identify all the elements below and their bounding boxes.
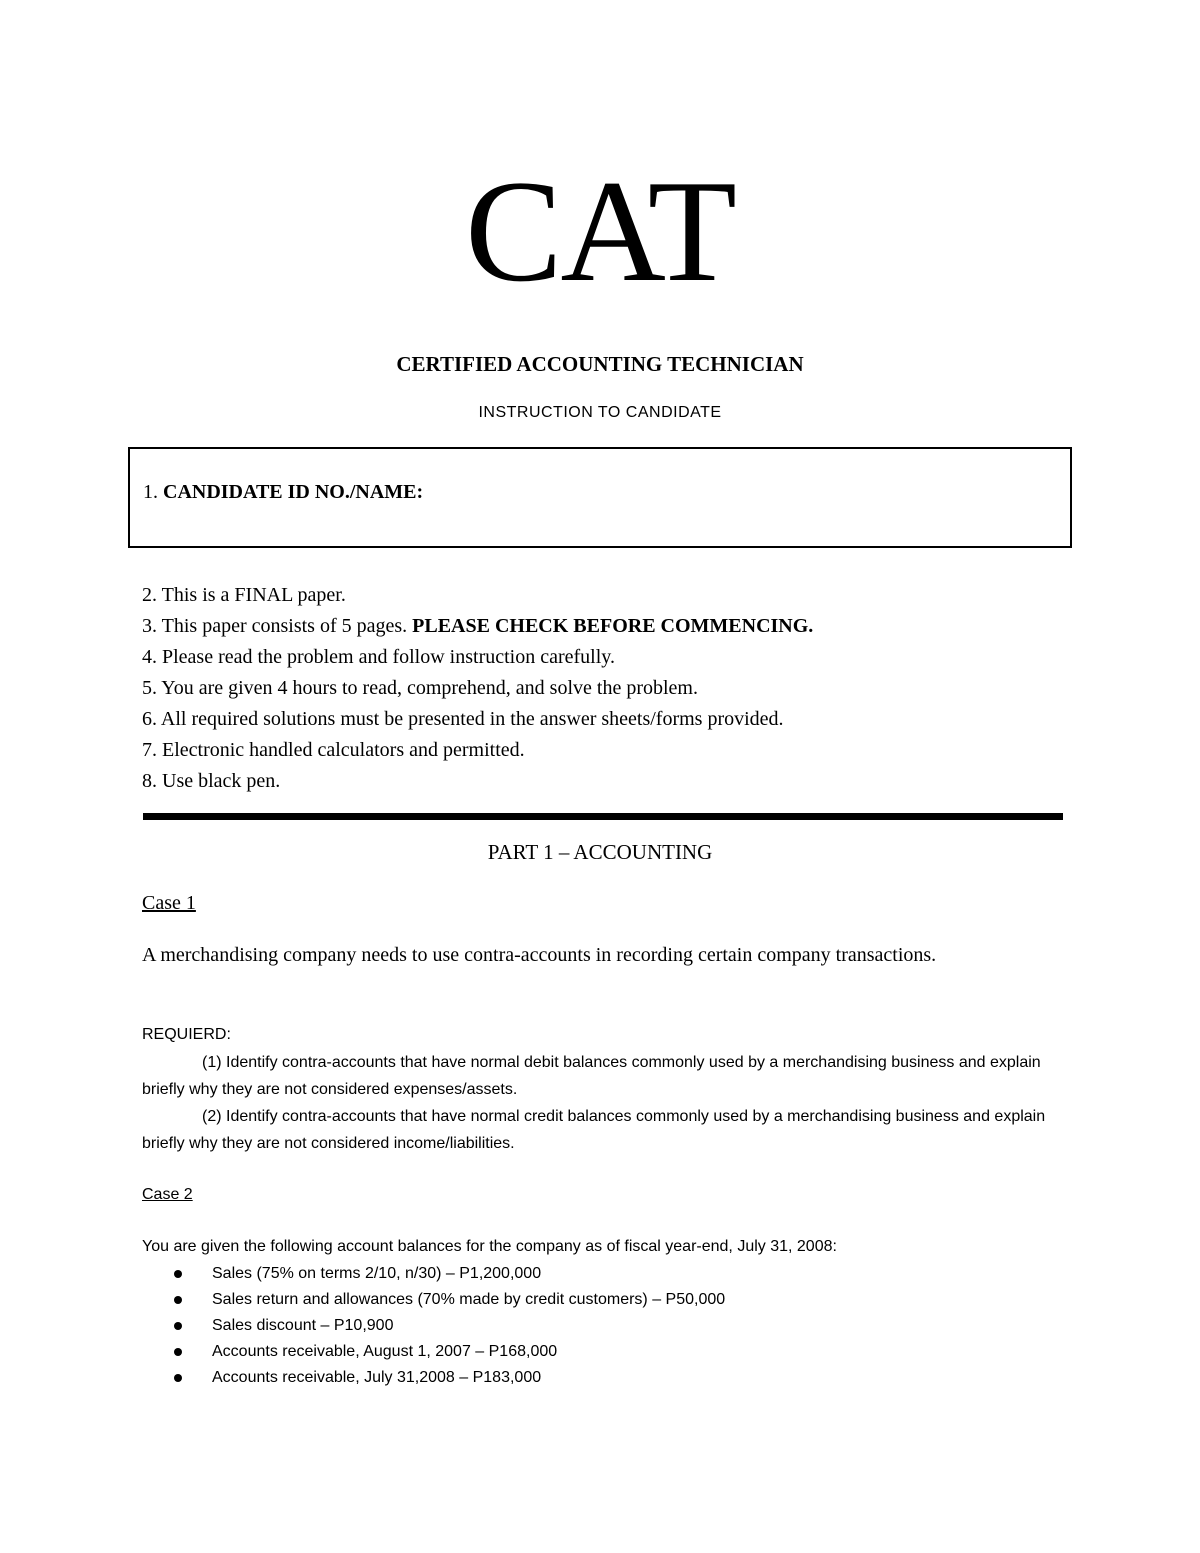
list-item: Sales discount – P10,900	[168, 1313, 1068, 1339]
candidate-id-number: 1.	[143, 481, 163, 503]
instruction-item: 7. Electronic handled calculators and permitted.	[142, 739, 525, 761]
candidate-id-box	[128, 447, 1072, 548]
instructions-list	[142, 580, 1082, 797]
list-item: Sales return and allowances (70% made by credit customers) – P50,000	[168, 1287, 1068, 1313]
bullet-icon	[174, 1348, 182, 1356]
list-item: Accounts receivable, July 31,2008 – P183,000	[168, 1365, 1068, 1391]
instruction-item: 2. This is a FINAL paper.	[142, 584, 346, 606]
requirement-1: (1) Identify contra-accounts that have normal debit balances commonly used by a merchandising business and explain briefly why they are not considered expenses/assets.	[142, 1054, 1041, 1098]
instruction-item: 8. Use black pen.	[142, 770, 281, 792]
required-label: REQUIERD:	[142, 1026, 231, 1043]
instruction-item: 6. All required solutions must be presented in the answer sheets/forms provided.	[142, 708, 784, 730]
instruction-item: 3. This paper consists of 5 pages. PLEASE CHECK BEFORE COMMENCING.	[142, 615, 814, 637]
instruction-heading: INSTRUCTION TO CANDIDATE	[478, 404, 722, 421]
requirements	[142, 1049, 1082, 1157]
case2-heading: Case 2	[142, 1186, 193, 1203]
section-divider	[143, 813, 1063, 820]
part-title: PART 1 – ACCOUNTING	[487, 840, 713, 864]
bullet-icon	[174, 1270, 182, 1278]
candidate-id-line	[143, 479, 423, 505]
cat-logo-title: CAT	[465, 150, 735, 312]
list-item: Accounts receivable, August 1, 2007 – P168,000	[168, 1339, 1068, 1365]
instruction-item: 4. Please read the problem and follow instruction carefully.	[142, 646, 615, 668]
exam-subtitle: CERTIFIED ACCOUNTING TECHNICIAN	[396, 352, 804, 376]
check-warning: PLEASE CHECK BEFORE COMMENCING.	[412, 615, 814, 637]
candidate-id-label: CANDIDATE ID NO./NAME:	[163, 481, 424, 503]
instruction-item: 5. You are given 4 hours to read, comprehend, and solve the problem.	[142, 677, 698, 699]
list-item: Sales (75% on terms 2/10, n/30) – P1,200,000	[168, 1261, 1068, 1287]
case2-intro: You are given the following account balances for the company as of fiscal year-end, July 31, 2008:	[142, 1238, 837, 1255]
requirement-2: (2) Identify contra-accounts that have normal credit balances commonly used by a merchandising business and explain briefly why they are not considered income/liabilities.	[142, 1108, 1046, 1152]
account-balances-list	[168, 1261, 1068, 1391]
case1-description: A merchandising company needs to use contra-accounts in recording certain company transactions.	[142, 944, 937, 966]
case1-heading: Case 1	[142, 892, 196, 914]
bullet-icon	[174, 1322, 182, 1330]
bullet-icon	[174, 1374, 182, 1382]
bullet-icon	[174, 1296, 182, 1304]
